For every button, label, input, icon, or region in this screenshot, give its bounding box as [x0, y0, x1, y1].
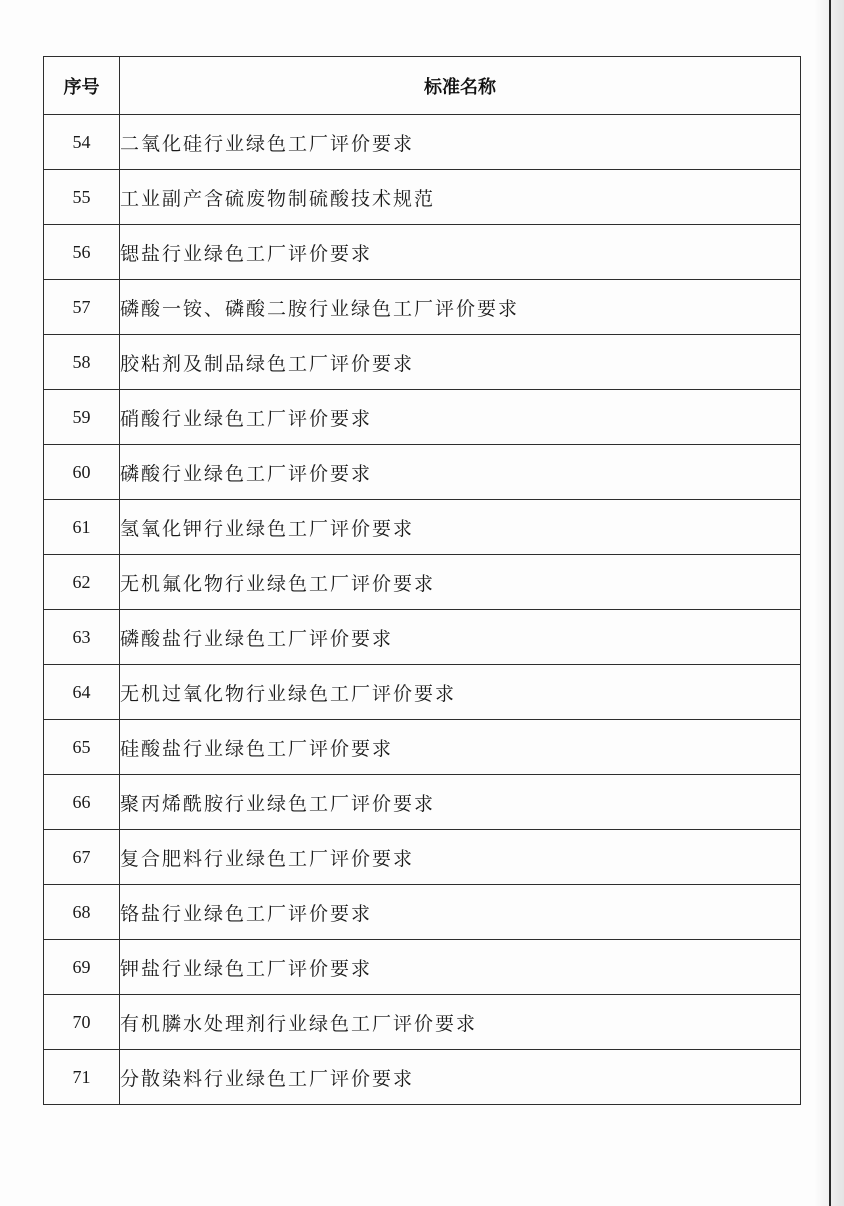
row-serial-number: 54: [44, 115, 120, 170]
row-standard-name: 有机膦水处理剂行业绿色工厂评价要求: [120, 995, 801, 1050]
table-row: [44, 390, 801, 445]
row-serial-number: 68: [44, 885, 120, 940]
standards-table: [43, 56, 801, 1105]
row-standard-name: 硝酸行业绿色工厂评价要求: [120, 390, 801, 445]
row-serial-number: 71: [44, 1050, 120, 1105]
table-row: [44, 335, 801, 390]
row-serial-number: 59: [44, 390, 120, 445]
header-standard-name: 标准名称: [120, 57, 801, 115]
row-serial-number: 69: [44, 940, 120, 995]
row-standard-name: 聚丙烯酰胺行业绿色工厂评价要求: [120, 775, 801, 830]
row-standard-name: 钾盐行业绿色工厂评价要求: [120, 940, 801, 995]
table-row: [44, 280, 801, 335]
header-serial-number: 序号: [44, 57, 120, 115]
row-standard-name: 硅酸盐行业绿色工厂评价要求: [120, 720, 801, 775]
table-row: [44, 940, 801, 995]
row-serial-number: 64: [44, 665, 120, 720]
row-serial-number: 57: [44, 280, 120, 335]
row-standard-name: 磷酸一铵、磷酸二胺行业绿色工厂评价要求: [120, 280, 801, 335]
row-serial-number: 62: [44, 555, 120, 610]
table-row: [44, 1050, 801, 1105]
row-serial-number: 58: [44, 335, 120, 390]
row-serial-number: 67: [44, 830, 120, 885]
table-header-row: [44, 57, 801, 115]
table-body: [44, 115, 801, 1105]
table-row: [44, 610, 801, 665]
row-serial-number: 63: [44, 610, 120, 665]
row-standard-name: 锶盐行业绿色工厂评价要求: [120, 225, 801, 280]
row-serial-number: 60: [44, 445, 120, 500]
table-row: [44, 445, 801, 500]
row-standard-name: 磷酸盐行业绿色工厂评价要求: [120, 610, 801, 665]
table-row: [44, 775, 801, 830]
row-standard-name: 铬盐行业绿色工厂评价要求: [120, 885, 801, 940]
table-row: [44, 500, 801, 555]
row-standard-name: 胶粘剂及制品绿色工厂评价要求: [120, 335, 801, 390]
table-row: [44, 665, 801, 720]
row-standard-name: 无机氟化物行业绿色工厂评价要求: [120, 555, 801, 610]
table-row: [44, 170, 801, 225]
row-serial-number: 56: [44, 225, 120, 280]
row-standard-name: 复合肥料行业绿色工厂评价要求: [120, 830, 801, 885]
table-row: [44, 115, 801, 170]
row-serial-number: 65: [44, 720, 120, 775]
row-standard-name: 氢氧化钾行业绿色工厂评价要求: [120, 500, 801, 555]
row-standard-name: 工业副产含硫废物制硫酸技术规范: [120, 170, 801, 225]
row-serial-number: 66: [44, 775, 120, 830]
page-edge-line: [829, 0, 831, 1206]
row-standard-name: 二氧化硅行业绿色工厂评价要求: [120, 115, 801, 170]
table-row: [44, 720, 801, 775]
table-row: [44, 995, 801, 1050]
table-row: [44, 225, 801, 280]
table-row: [44, 830, 801, 885]
row-standard-name: 分散染料行业绿色工厂评价要求: [120, 1050, 801, 1105]
row-serial-number: 70: [44, 995, 120, 1050]
row-standard-name: 磷酸行业绿色工厂评价要求: [120, 445, 801, 500]
table-row: [44, 885, 801, 940]
row-standard-name: 无机过氧化物行业绿色工厂评价要求: [120, 665, 801, 720]
row-serial-number: 61: [44, 500, 120, 555]
table-row: [44, 555, 801, 610]
row-serial-number: 55: [44, 170, 120, 225]
